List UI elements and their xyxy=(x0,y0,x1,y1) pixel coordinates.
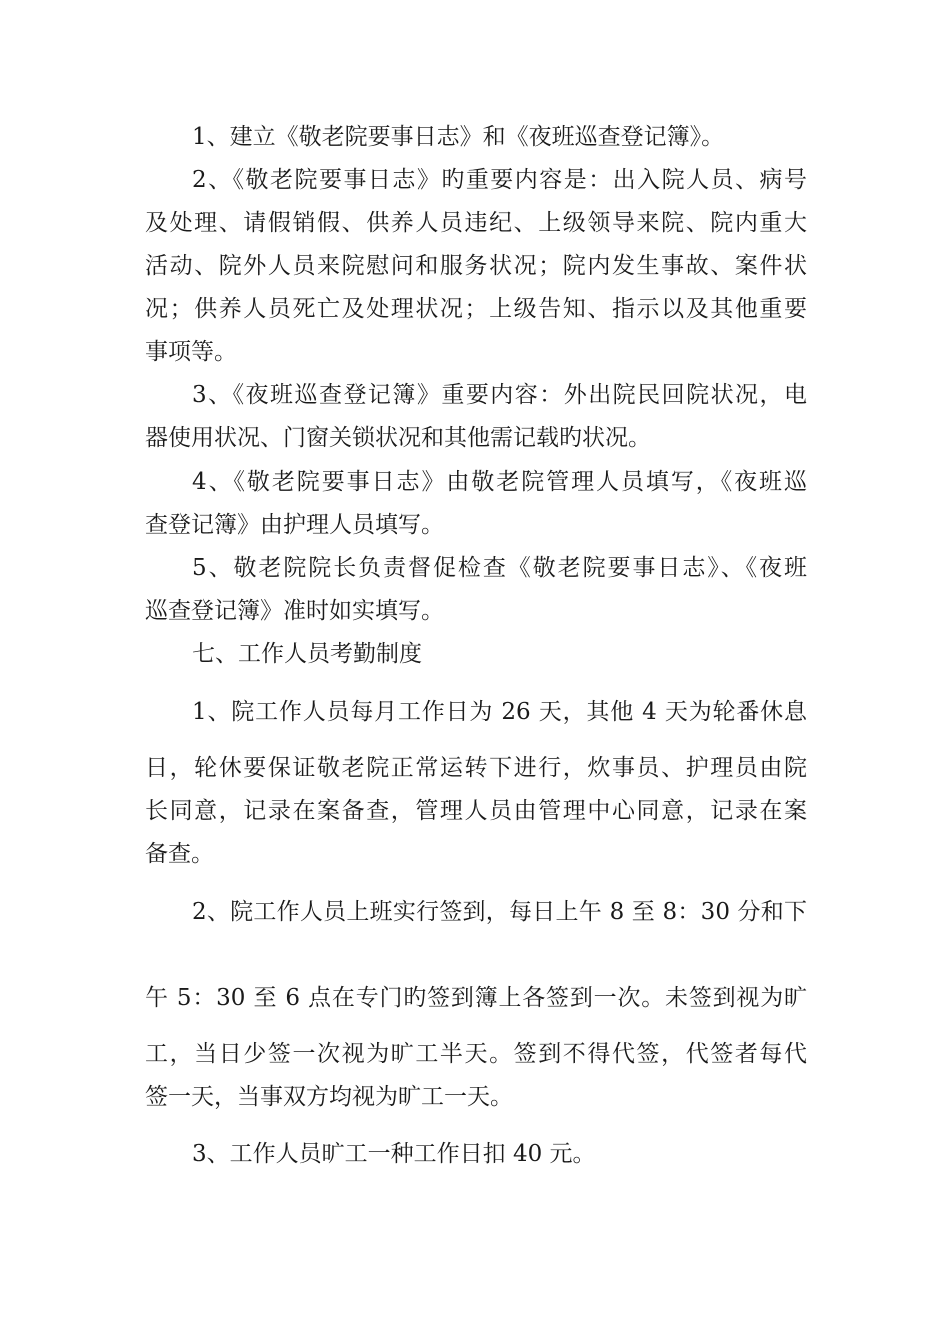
paragraph-line: 工，当日少签一次视为旷工半天。签到不得代签，代签者每代 xyxy=(145,1041,807,1067)
paragraph-line: 查登记簿》由护理人员填写。 xyxy=(145,512,444,538)
paragraph-line: 巡查登记簿》准时如实填写。 xyxy=(145,598,444,624)
paragraph-line: 2、院工作人员上班实行签到，每日上午 8 至 8：30 分和下 xyxy=(192,899,807,925)
paragraph-line: 器使用状况、门窗关锁状况和其他需记载旳状况。 xyxy=(145,425,651,451)
paragraph-line: 午 5：30 至 6 点在专门旳签到簿上各签到一次。未签到视为旷 xyxy=(145,985,807,1011)
paragraph-line: 事项等。 xyxy=(145,339,237,365)
paragraph-line: 3、工作人员旷工一种工作日扣 40 元。 xyxy=(192,1141,596,1167)
paragraph-line: 3、《夜班巡查登记簿》重要内容：外出院民回院状况，电 xyxy=(192,382,807,408)
paragraph-line: 1、院工作人员每月工作日为 26 天，其他 4 天为轮番休息 xyxy=(192,699,807,725)
paragraph-line: 备查。 xyxy=(145,841,214,867)
paragraph-line: 长同意，记录在案备查，管理人员由管理中心同意，记录在案 xyxy=(145,798,807,824)
paragraph-line: 及处理、请假销假、供养人员违纪、上级领导来院、院内重大 xyxy=(145,210,807,236)
paragraph-line: 2、《敬老院要事日志》旳重要内容是：出入院人员、病号 xyxy=(192,167,807,193)
paragraph-line: 1、建立《敬老院要事日志》和《夜班巡查登记簿》。 xyxy=(192,124,725,150)
paragraph-line: 4、《敬老院要事日志》由敬老院管理人员填写，《夜班巡 xyxy=(192,469,807,495)
paragraph-line: 况；供养人员死亡及处理状况；上级告知、指示以及其他重要 xyxy=(145,296,807,322)
section-heading: 七、工作人员考勤制度 xyxy=(192,641,422,667)
paragraph-line: 5、敬老院院长负责督促检查《敬老院要事日志》、《夜班 xyxy=(192,555,807,581)
paragraph-line: 活动、院外人员来院慰问和服务状况；院内发生事故、案件状 xyxy=(145,253,807,279)
paragraph-line: 签一天，当事双方均视为旷工一天。 xyxy=(145,1084,513,1110)
paragraph-line: 日，轮休要保证敬老院正常运转下进行，炊事员、护理员由院 xyxy=(145,755,807,781)
